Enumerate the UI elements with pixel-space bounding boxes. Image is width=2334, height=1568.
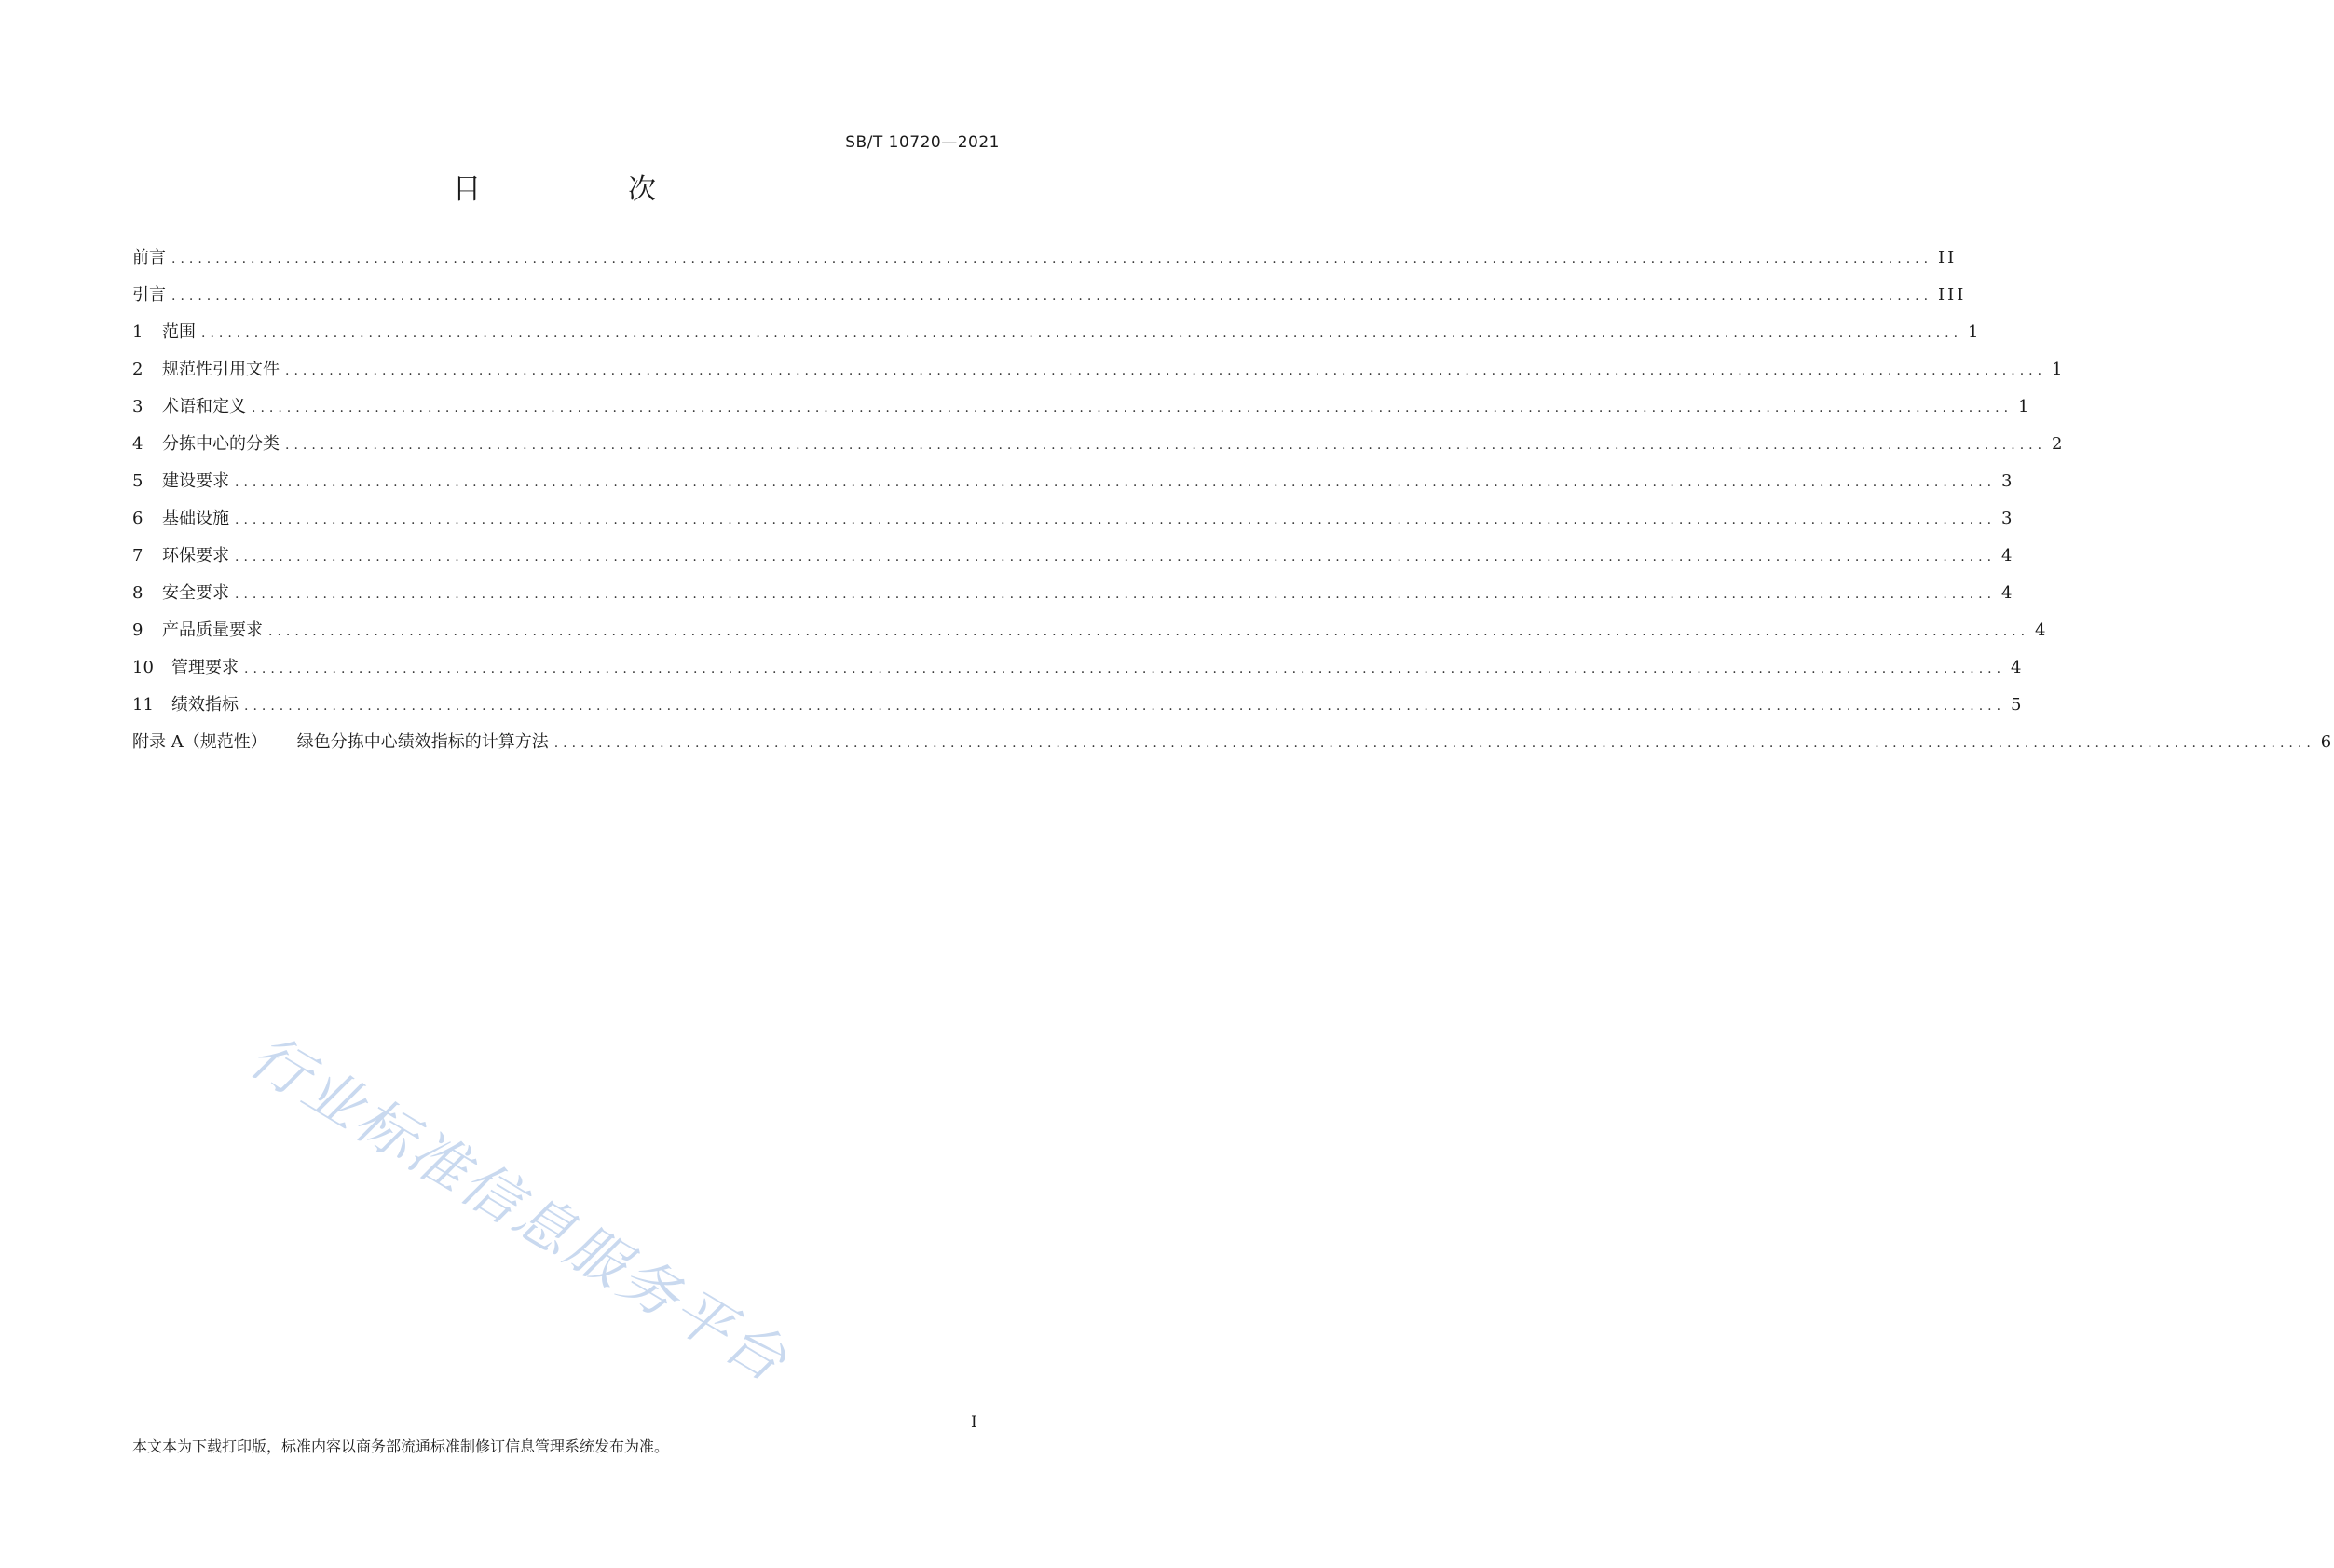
toc-leader-dots: ........................................................................................................................................................................................................ <box>553 736 2315 751</box>
toc-entry-page: III <box>1938 285 1967 305</box>
toc-entry-foreword[interactable] <box>132 244 1958 281</box>
toc-entry-number: 附录 A（规范性） <box>132 732 267 752</box>
watermark: 行业标准信息服务平台 <box>238 1021 801 1397</box>
toc-entry-product-quality[interactable] <box>132 617 2049 654</box>
toc-entry-label: 引言 <box>132 285 166 305</box>
toc-entry-label: 安全要求 <box>162 583 229 603</box>
toc-leader-dots: ........................................................................................................................................................................................................ <box>244 699 2006 714</box>
toc-entry-number: 10 <box>132 658 154 677</box>
page-number: I <box>971 1413 977 1432</box>
toc-entry-label: 绿色分拣中心绩效指标的计算方法 <box>296 732 549 752</box>
toc-entry-label: 环保要求 <box>162 546 229 566</box>
toc-entry-management[interactable] <box>132 654 2025 691</box>
toc-entry-page: 6 <box>2320 732 2334 752</box>
toc-entry-page: 4 <box>2011 658 2025 677</box>
toc-entry-infrastructure[interactable] <box>132 505 2015 542</box>
toc-entry-number: 3 <box>132 397 143 416</box>
toc-entry-label: 范围 <box>162 322 196 342</box>
toc-leader-dots: ........................................................................................................................................................................................................ <box>268 624 2030 639</box>
toc-entry-page: 1 <box>2018 397 2032 416</box>
toc-entry-number: 7 <box>132 546 143 566</box>
toc-entry-classification[interactable] <box>132 430 2066 468</box>
toc-leader-dots: ........................................................................................................................................................................................................ <box>171 252 1933 266</box>
toc-entry-page: 5 <box>2011 695 2025 715</box>
toc-leader-dots: ........................................................................................................................................................................................................ <box>285 363 2047 378</box>
toc-entry-page: 4 <box>2001 583 2015 603</box>
toc-entry-label: 规范性引用文件 <box>162 360 280 379</box>
toc-entry-normative-references[interactable] <box>132 356 2066 393</box>
standard-code: SB/T 10720—2021 <box>845 133 1000 152</box>
toc-entry-number: 1 <box>132 322 143 342</box>
toc-leader-dots: ........................................................................................................................................................................................................ <box>252 401 2013 416</box>
toc-entry-label: 产品质量要求 <box>162 620 263 640</box>
toc-leader-dots: ........................................................................................................................................................................................................ <box>171 289 1933 304</box>
toc-entry-page: 4 <box>2035 620 2049 640</box>
toc-entry-number: 2 <box>132 360 143 379</box>
toc-entry-appendix-a[interactable] <box>132 729 2334 766</box>
toc-leader-dots: ........................................................................................................................................................................................................ <box>285 438 2047 453</box>
toc-entry-number: 8 <box>132 583 143 603</box>
toc-leader-dots: ........................................................................................................................................................................................................ <box>235 587 1997 602</box>
toc-entry-label: 前言 <box>132 248 166 267</box>
toc-entry-page: II <box>1938 248 1958 267</box>
toc-entry-scope[interactable] <box>132 319 1982 356</box>
toc-entry-introduction[interactable] <box>132 281 1967 319</box>
toc-entry-construction[interactable] <box>132 468 2015 505</box>
toc-entry-label: 基础设施 <box>162 509 229 528</box>
toc-entry-page: 3 <box>2001 471 2015 491</box>
toc-entry-number: 11 <box>132 695 154 715</box>
footer-note: 本文本为下载打印版，标准内容以商务部流通标准制修订信息管理系统发布为准。 <box>132 1438 670 1455</box>
toc-entry-number: 5 <box>132 471 143 491</box>
toc-entry-label: 建设要求 <box>162 471 229 491</box>
toc-entry-page: 2 <box>2052 434 2066 454</box>
toc-entry-terms[interactable] <box>132 393 2032 430</box>
toc-entry-performance[interactable] <box>132 691 2025 729</box>
toc-entry-label: 分拣中心的分类 <box>162 434 280 454</box>
toc-entry-page: 1 <box>2052 360 2066 379</box>
toc-leader-dots: ........................................................................................................................................................................................................ <box>235 550 1997 565</box>
toc-entry-safety[interactable] <box>132 579 2015 617</box>
toc-entry-page: 3 <box>2001 509 2015 528</box>
toc-entry-number: 4 <box>132 434 143 454</box>
toc-entry-number: 6 <box>132 509 143 528</box>
toc-leader-dots: ........................................................................................................................................................................................................ <box>201 326 1963 341</box>
toc-leader-dots: ........................................................................................................................................................................................................ <box>235 512 1997 527</box>
toc-entry-page: 1 <box>1968 322 1982 342</box>
toc-entry-label: 术语和定义 <box>162 397 246 416</box>
toc-entry-label: 管理要求 <box>171 658 239 677</box>
toc-entry-environmental[interactable] <box>132 542 2015 579</box>
table-of-contents <box>132 244 2334 766</box>
toc-leader-dots: ........................................................................................................................................................................................................ <box>244 661 2006 676</box>
page-title: 目 次 <box>453 173 716 206</box>
toc-entry-label: 绩效指标 <box>171 695 239 715</box>
toc-entry-page: 4 <box>2001 546 2015 566</box>
toc-leader-dots: ........................................................................................................................................................................................................ <box>235 475 1997 490</box>
toc-entry-number: 9 <box>132 620 143 640</box>
